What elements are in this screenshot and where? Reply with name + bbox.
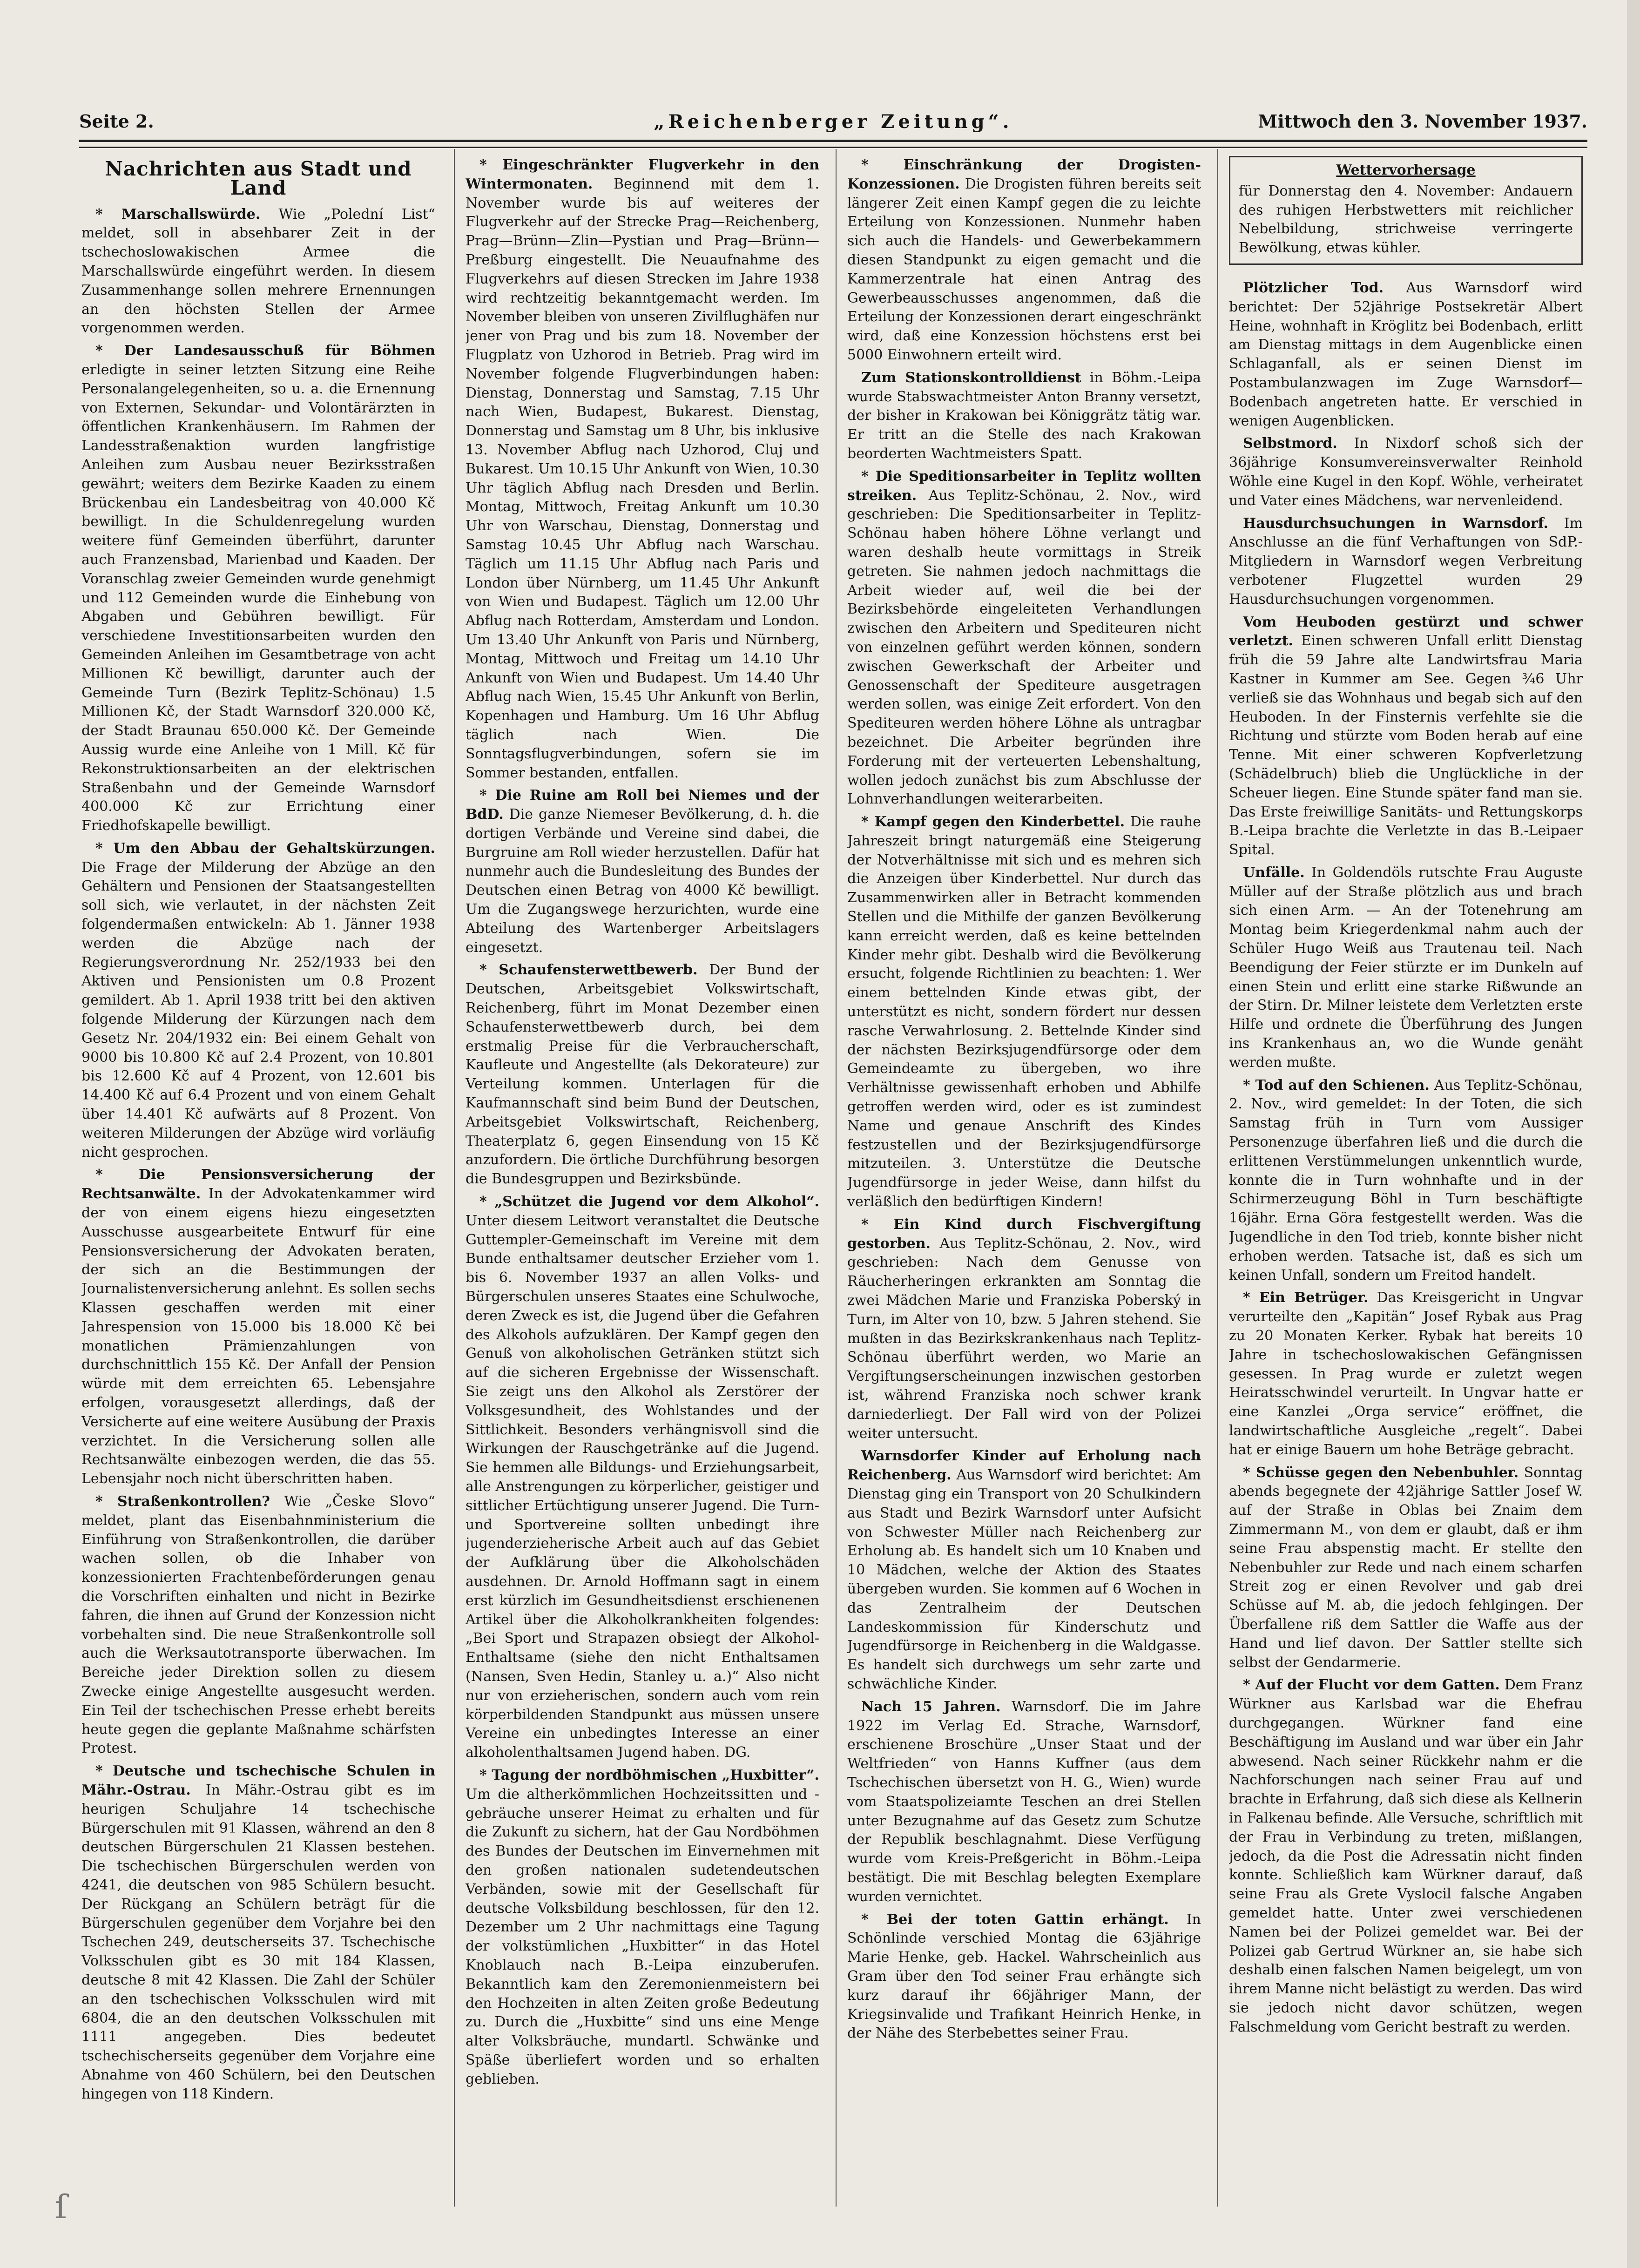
news-item-headline: * Marschallswürde. — [95, 206, 261, 223]
news-item — [847, 156, 1201, 365]
news-item — [847, 1215, 1201, 1444]
news-item-headline: * Die Pensionsversicherung der Rechtsanwälte. — [81, 1167, 435, 1202]
column-1 — [81, 156, 435, 2204]
news-item-text: Die Drogisten führen bereits seit längerer Zeit einen Kampf gegen die zu leichte Erteilung von Konzessionen. Nunmehr haben sich auch die Handels- und Gewerbekammern diesen Standpunkt zu eigen gemacht und die Kammerzentrale hat einen Antrag des Gewerbeausschusses angenommen, daß die Erteilung der Konzessionen derart eingeschränkt wird, daß eine Konzession höchstens erst bei 5000 Einwohnern erteilt wird. — [847, 176, 1201, 363]
news-item-text: Die ganze Niemeser Bevölkerung, d. h. die dortigen Verbände und Vereine sind dabei, die Burgruine am Roll wieder herzustellen. Dafür hat nunmehr auch die Bundesleitung des Bundes der Deutschen einen Betrag von 4000 Kč bewilligt. Um die Zugangswege herzurichten, wurde eine Abteilung des Wartenberger Arbeitslagers eingesetzt. — [466, 806, 819, 956]
news-item — [466, 156, 819, 783]
news-item-text: Die rauhe Jahreszeit bringt naturgemäß eine Steigerung der Notverhältnisse mit sich und es mehren sich die Anzeigen über Kinderbettel. Nur durch das Zusammenwirken aller in Betracht kommenden Stellen und die Mithilfe der ganzen Bevölkerung kann erreicht werden, daß es keine bettelnden Kinder mehr gibt. Deshalb wird die Bevölkerung ersucht, folgende Richtlinien zu beachten: 1. Wer einem bettelnden Kinde etwas gibt, der unterstützt es nicht, sondern fördert nur dessen rasche Verwahrlosung. 2. Bettelnde Kinder sind der nächsten Bezirksjugendfürsorge oder dem Gemeindeamte zu übergeben, wo ihre Verhältnisse gewissenhaft erhoben und Abhilfe getroffen werden wird, oder es ist zumindest Name und genaue Anschrift des Kindes festzustellen und der Bezirksjugendfürsorge mitzuteilen. 3. Unterstütze die Deutsche Jugendfürsorge in jeder Weise, dann hilfst du verläßlich den bedürftigen Kindern! — [847, 814, 1201, 1210]
news-item — [466, 1766, 819, 2089]
news-item-text: Die Frage der Milderung der Abzüge an den Gehältern und Pensionen der Staatsangestellten soll sich, wie verlautet, in der nächsten Zeit folgendermaßen entwickeln: Ab 1. Jänner 1938 werden die Abzüge nach der Regierungsverordnung Nr. 252/1933 bei den Aktiven und Pensionisten um 0.8 Prozent gemildert. Ab 1. April 1938 tritt bei den aktiven folgende Milderung der Kürzungen nach dem Gesetz Nr. 204/1932 ein: Bei einem Gehalt von 9000 bis 10.800 Kč auf 2.4 Prozent, von 10.801 bis 12.600 Kč auf 4 Prozent, von 12.601 bis 14.400 Kč auf 6.4 Prozent und von einem Gehalt über 14.401 Kč aufwärts auf 8 Prozent. Von weiteren Milderungen der Abzüge wird vorläufig nicht gesprochen. — [81, 859, 435, 1161]
news-item — [847, 467, 1201, 809]
news-item-headline: * Schaufensterwettbewerb. — [479, 962, 698, 979]
news-item-text: Aus Warnsdorf wird berichtet: Der 52jährige Postsekretär Albert Heine, wohnhaft in Kröglitz bei Bodenbach, erlitt am Dienstag mittags in dem Augenblicke einen Schlaganfall, als er seinen Dienst im Postambulanzwagen im Zuge Warnsdorf—Bodenbach angetreten hatte. Er verschied in wenigen Augenblicken. — [1229, 279, 1583, 429]
news-item-headline: Plötzlicher Tod. — [1243, 279, 1384, 296]
news-item-text: Dem Franz Würkner aus Karlsbad war die Ehefrau durchgegangen. Würkner fand eine Beschäftigung im Ausland und war über ein Jahr abwesend. Nach seiner Rückkehr nahm er die Nachforschungen nach seiner Frau auf und brachte in Erfahrung, daß sich diese als Kellnerin in Falkenau befinde. Alle Versuche, schriftlich mit der Frau in Verbindung zu treten, mißlangen, jedoch, da die Post die Adressatin nicht finden konnte. Schließlich kam Würkner darauf, daß seine Frau als Grete Vyslocil falsche Angaben gemeldet hatte. Unter zwei verschiedenen Namen bei der Polizei gemeldet war. Bei der Polizei gab Gertrud Würkner an, sie habe sich deshalb einen falschen Namen beigelegt, um von ihrem Manne nicht belästigt zu werden. Das wird sie jedoch nicht davor schützen, wegen Falschmeldung vom Gericht bestraft zu werden. — [1229, 1677, 1583, 2035]
news-item-text: Warnsdorf. Die im Jahre 1922 im Verlag Ed. Strache, Warnsdorf, erschienene Broschüre „Unser Staat und der Weltfrieden“ von Hanns Kuffner (aus dem Tschechischen übersetzt von H. G., Wien) wurde vom Staatspolizeiamte Teschen an drei Stellen unter Bezugnahme auf das Gesetz zum Schutze der Republik beschlagnahmt. Diese Verfügung wurde vom Kreis-Preßgericht in Böhm.-Leipa bestätigt. Die mit Beschlag belegten Exemplare wurden vernichtet. — [847, 1698, 1201, 1905]
news-item-headline: * Um den Abbau der Gehaltskürzungen. — [95, 840, 435, 857]
page-header — [79, 111, 1587, 139]
news-item-headline: * Der Landesausschuß für Böhmen — [95, 343, 435, 359]
news-item-text: Sonntag abends begegnete der 42jährige Sattler Josef W. auf der Straße in Oblas bei Znaim dem Zimmermann M., von dem er glaubt, daß er ihm seine Frau abspenstig macht. Er stellte den Nebenbuhler zur Rede und nach einem scharfen Streit zog er einen Revolver und gab drei Schüsse auf M. ab, die jedoch fehlgingen. Der Überfallene riß dem Sattler die Waffe aus der Hand und lief davon. Der Sattler stellte sich selbst der Gendarmerie. — [1229, 1464, 1583, 1671]
news-item-text: Wie „Česke Slovo“ meldet, plant das Eisenbahnministerium die Einführung von Straßenkontrollen, die darüber wachen sollen, ob die Inhaber von konzessionierten Frachtenbeförderungen genau die Vorschriften einhalten und nicht in Bezirke fahren, die ihnen auf Grund der Konzession nicht vorbehalten sind. Die neue Straßenkontrolle soll auch die Werksautotransporte überwachen. Im Bereiche jeder Direktion sollen zu diesem Zwecke einige Angestellte ausgesucht werden. Ein Teil der tschechischen Presse erhebt bereits heute gegen die geplante Maßnahme schärfsten Protest. — [81, 1493, 435, 1757]
news-item-text: Aus Warnsdorf wird berichtet: Am Dienstag ging ein Transport von 20 Schulkindern aus Stadt und Bezirk Warnsdorf unter Aufsicht von Schwester Müller nach Reichenberg zur Erholung ab. Es handelt sich um 10 Knaben und 10 Mädchen, welche der Aktion des Staates übergeben wurden. Sie kommen auf 6 Wochen in das Zentralheim der Deutschen Landeskommission für Kinderschutz und Jugendfürsorge in Reichenberg in die Waldgasse. Es handelt sich durchwegs um sehr zarte und schwächliche Kinder. — [847, 1467, 1201, 1692]
news-item-text: Um die altherkömmlichen Hochzeitssitten und -gebräuche unserer Heimat zu erhalten und für die Zukunft zu sichern, hat der Gau Nordböhmen des Bundes der Deutschen im Einvernehmen mit den großen nationalen sudetendeutschen Verbänden, sowie mit der Gesellschaft für deutsche Volksbildung beschlossen, für den 12. Dezember um 2 Uhr nachmittags eine Tagung der volkstümlichen „Huxbitter“ in das Hotel Knoblauch nach B.-Leipa einzuberufen. Bekanntlich kam den Zeremonienmeistern bei den Hochzeiten in alten Zeiten große Bedeutung zu. Durch die „Huxbitte“ sind uns eine Menge alter Volksbräuche, mundartl. Schwänke und Späße überliefert worden und so erhalten geblieben. — [466, 1786, 819, 2087]
news-item-text: In Nixdorf schoß sich der 36jährige Konsumvereinsverwalter Reinhold Wöhle eine Kugel in den Kopf. Wöhle, verheiratet und Vater eines Mädchens, war nervenleidend. — [1229, 435, 1583, 509]
news-item-headline: Hausdurchsuchungen in Warnsdorf. — [1243, 515, 1548, 532]
news-item — [847, 1447, 1201, 1694]
news-item — [1229, 864, 1583, 1073]
news-item-headline: * Die Speditionsarbeiter in Teplitz wollten streiken. — [847, 468, 1201, 504]
news-item-headline: Unfälle. — [1243, 864, 1305, 881]
news-item-headline: Vom Heuboden gestürzt und schwer verletzt. — [1229, 614, 1583, 649]
news-item-headline: * Straßenkontrollen? — [95, 1493, 270, 1510]
newspaper-title: „Reichenberger Zeitung“. — [654, 111, 1013, 133]
column-2 — [466, 156, 819, 2204]
news-item — [847, 369, 1201, 464]
issue-date: Mittwoch den 3. November 1937. — [1258, 111, 1587, 132]
news-item-text: Das Kreisgericht in Ungvar verurteilte den „Kapitän“ Josef Rybak aus Prag zu 20 Monaten Kerker. Rybak hat bereits 10 Jahre in tschechoslowakischen Gefängnissen gesessen. In Prag wurde er zuletzt wegen Heiratsschwindel verurteilt. In Ungvar hatte er eine Kanzlei „Orga service“ eröffnet, die landwirtschaftliche Ausgleiche „regelt“. Dabei hat er einige Bauern um hohe Beträge gebracht. — [1229, 1289, 1583, 1458]
news-item-text: In Goldendöls rutschte Frau Auguste Müller auf der Straße plötzlich aus und brach sich einen Arm. — An der Totenehrung am Montag beim Kriegerdenkmal nahm auch der Schüler Hugo Weiß aus Trautenau teil. Nach Beendigung der Feier stürzte er im Dunkeln auf einen Stein und erlitt eine starke Rißwunde an der Stirn. Dr. Milner leistete dem Verletzten erste Hilfe und ordnete die Überführung des Jungen ins Krankenhaus an, wo die Wunde genäht werden mußte. — [1229, 864, 1583, 1071]
column-divider — [836, 149, 837, 2207]
news-item-headline: * Kampf gegen den Kinderbettel. — [861, 814, 1125, 830]
weather-forecast-box — [1229, 156, 1583, 265]
news-item — [1229, 434, 1583, 510]
weather-forecast-text: für Donnerstag den 4. November: Andauern des ruhigen Herbstwetters mit reichlicher Nebelbildung, strichweise verringerte Bewölkung, etwas kühler. — [1239, 182, 1573, 256]
news-item-text: In Schönlinde verschied Montag die 63jährige Marie Henke, geb. Hackel. Wahrscheinlich aus Gram über den Tod seiner Frau erhängte sich kurz darauf ihr 66jähriger Mann, der Kriegsinvalide und Trafikant Heinrich Henke, in der Nähe des Sterbebettes seiner Frau. — [847, 1911, 1201, 2042]
news-item — [1229, 279, 1583, 431]
section-title: Nachrichten aus Stadt und Land — [105, 157, 412, 199]
weather-forecast-title: Wettervorhersage — [1336, 162, 1476, 178]
news-item-text: in Böhm.-Leipa wurde Stabswachtmeister Anton Branny versetzt, der bisher in Krakowan bei Königgrätz tätig war. Er tritt an die Stelle des nach Krakowan beorderten Wachtmeisters Spatt. — [847, 369, 1201, 462]
page-edge — [1627, 0, 1640, 2268]
news-item-headline: * „Schützet die Jugend vor dem Alkohol“. — [479, 1194, 819, 1210]
news-item-text: Aus Teplitz-Schönau, 2. Nov., wird geschrieben: Nach dem Genusse von Räucherheringen erkrankten am Sonntag die zwei Mädchen Marie und Franziska Poberský in Turn, im Alter von 10, bzw. 5 Jahren stehend. Sie mußten in das Bezirkskrankenhaus nach Teplitz-Schönau überführt werden, wo Marie an Vergiftungserscheinungen inzwischen gestorben ist, während Franziska noch schwer krank darniederliegt. Der Fall wird von der Polizei weiter untersucht. — [847, 1235, 1201, 1442]
news-item-headline: * Einschränkung der Drogisten-Konzessionen. — [847, 157, 1201, 192]
news-item-headline: * Ein Betrüger. — [1243, 1289, 1369, 1306]
news-item-headline: * Ein Kind durch Fischvergiftung gestorben. — [847, 1216, 1201, 1252]
news-item — [81, 205, 435, 338]
column-3 — [847, 156, 1201, 2204]
news-item-text: Beginnend mit dem 1. November wurde bis auf weiteres der Flugverkehr auf der Strecke Prag—Reichenberg, Prag—Brünn—Zlin—Pystian und Prag—Brünn—Preßburg eingestellt. Die Neuaufnahme des Flugverkehrs auf diesen Strecken im Jahre 1938 wird rechtzeitig bekanntgemacht werden. Im November bleiben von unseren Zivilflughäfen nur jener von Prag und bis zum 18. November der Flugplatz von Uzhorod in Betrieb. Prag wird im November folgende Flugverbindungen haben: Dienstag, Donnerstag und Samstag, 7.15 Uhr nach Wien, Budapest, Bukarest. Dienstag, Donnerstag und Samstag um 8 Uhr, bis inklusive 13. November Abflug nach Uzhorod, Cluj und Bukarest. Um 10.15 Uhr Ankunft von Wien, 10.30 Uhr täglich Abflug nach Dresden und Berlin. Montag, Mittwoch, Freitag Ankunft um 10.30 Uhr von Warschau, Dienstag, Donnerstag und Samstag 10.45 Uhr Abflug nach Warschau. Täglich um 11.15 Uhr Abflug nach Paris und London über Nürnberg, um 11.45 Uhr Ankunft von Wien und Budapest. Täglich um 12.00 Uhr Abflug nach Rotterdam, Amsterdam und London. Um 13.40 Uhr Ankunft von Paris und Nürnberg, Montag, Mittwoch und Freitag um 14.10 Uhr Ankunft von Wien und Budapest. Um 14.40 Uhr Abflug nach Wien, 15.45 Uhr Ankunft von Berlin, Kopenhagen und Hamburg. Um 16 Uhr Abflug täglich nach Wien. Die Sonntagsflugverbindungen, sofern sie im Sommer bestanden, entfallen. — [466, 176, 819, 781]
news-item — [81, 839, 435, 1162]
news-item — [847, 813, 1201, 1212]
news-item-headline: * Bei der toten Gattin erhängt. — [861, 1911, 1169, 1928]
news-item-text: Aus Teplitz-Schönau, 2. Nov., wird geschrieben: Die Speditionsarbeiter in Teplitz-Schönau haben höhere Löhne verlangt und waren deshalb heute vormittags in Streik getreten. Sie nahmen jedoch nachmittags die Arbeit wieder auf, weil die bei der Bezirksbehörde eingeleiteten Verhandlungen zwischen den Arbeitern und Spediteuren nicht von einzelnen geführt werden können, sondern zwischen Gewerkschaft der Arbeiter und Genossenschaft der Spediteure ausgetragen werden sollen, was einige Zeit erfordert. Von den Spediteuren werden höhere Löhne als untragbar bezeichnet. Die Arbeiter begründen ihre Forderung mit der verteuerten Lebenshaltung, wollen jedoch zunächst bis zum Abschlusse der Lohnverhandlungen weiterarbeiten. — [847, 487, 1201, 808]
news-item-text: erledigte in seiner letzten Sitzung eine Reihe Personalangelegenheiten, so u. a. die Ernennung von Externen, Sekundar- und Volontärärzten in öffentlichen Krankenhäusern. Im Rahmen der Landesstraßenaktion wurden langfristige Anleihen zum Ausbau neuer Bezirksstraßen gewährt; weiters dem Bezirke Kaaden zu einem Brückenbau ein Landesbeitrag von 40.000 Kč bewilligt. In die Schuldenregelung wurden weitere fünf Gemeinden überführt, darunter auch Franzensbad, Marienbad und Kaaden. Der Voranschlag zweier Gemeinden wurde genehmigt und 112 Gemeinden wurde die Einhebung von Abgaben und Gebühren bewilligt. Für verschiedene Investitionsarbeiten wurden den Gemeinden Anleihen im Gesamtbetrage von acht Millionen Kč bewilligt, darunter auch der Gemeinde Turn (Bezirk Teplitz-Schönau) 1.5 Millionen Kč, der Stadt Warnsdorf 320.000 Kč, der Stadt Braunau 650.000 Kč. Der Gemeinde Aussig wurde eine Anleihe von 1 Mill. Kč für Rekonstruktionsarbeiten an der elektrischen Straßenbahn und der Gemeinde Warnsdorf 400.000 Kč zur Errichtung einer Friedhofskapelle bewilligt. — [81, 361, 435, 834]
news-item — [847, 1698, 1201, 1907]
page-number: Seite 2. — [79, 111, 154, 132]
news-item-headline: * Schüsse gegen den Nebenbuhler. — [1243, 1464, 1519, 1481]
news-item-headline: * Deutsche und tschechische Schulen in Mähr.-Ostrau. — [81, 1763, 435, 1798]
news-item — [81, 342, 435, 836]
news-item — [466, 1193, 819, 1762]
margin-pencil-mark: ſ — [55, 2188, 67, 2226]
news-item — [81, 1166, 435, 1489]
news-item — [1229, 1076, 1583, 1285]
news-item-text: Einen schweren Unfall erlitt Dienstag früh die 59 Jahre alte Landwirtsfrau Maria Kastner in Kummer am See. Gegen ¾6 Uhr verließ sie das Wohnhaus und begab sich auf den Heuboden. In der Finsternis verfehlte sie die Richtung und stürzte vom Boden herab auf eine Tenne. Mit einer schweren Kopfverletzung (Schädelbruch) blieb die Unglückliche in der Scheuer liegen. Eine Stunde später fand man sie. Das Erste freiwillige Sanitäts- und Rettungskorps B.-Leipa brachte die Verletzte in das B.-Leipaer Spital. — [1229, 633, 1583, 858]
news-item-headline: Zum Stationskontrolldienst — [861, 369, 1081, 386]
news-item-headline: * Die Ruine am Roll bei Niemes und der BdD. — [466, 787, 819, 823]
news-item-text: Der Bund der Deutschen, Arbeitsgebiet Volkswirtschaft, Reichenberg, führt im Monat Dezember einen Schaufensterwettbewerb durch, bei dem erstmalig Preise für die Verbraucherschaft, Kaufleute und Angestellte (als Dekorateure) zur Verteilung kommen. Unterlagen für die Kaufmannschaft sind beim Bund der Deutschen, Arbeitsgebiet Volkswirtschaft, Reichenberg, Theaterplatz 6, gegen Einsendung von 15 Kč anzufordern. Die örtliche Durchführung besorgen die Bundesgruppen und Bezirksbünde. — [466, 962, 819, 1188]
header-rule — [79, 140, 1587, 148]
news-item-text: In Mähr.-Ostrau gibt es im heurigen Schuljahre 14 tschechische Bürgerschulen mit 91 Klassen, während an den 8 deutschen Bürgerschulen 21 Klassen bestehen. Die tschechischen Bürgerschulen werden von 4241, die deutschen von 985 Schülern besucht. Der Rückgang an Schülern beträgt für die Bürgerschulen gegenüber dem Vorjahre bei den Tschechen 249, deutscherseits 37. Tschechische Volksschulen gibt es 30 mit 184 Klassen, deutsche 8 mit 42 Klassen. Die Zahl der Schüler an den tschechischen Volksschulen wird mit 6804, die an den deutschen Volksschulen mit 1111 angegeben. Dies bedeutet tschechischerseits gegenüber dem Vorjahre eine Abnahme von 460 Schülern, bei den Deutschen hingegen von 118 Kindern. — [81, 1782, 435, 2102]
column-divider — [1217, 149, 1218, 2207]
news-item-headline: Selbstmord. — [1243, 435, 1337, 452]
news-item-headline: Nach 15 Jahren. — [861, 1698, 1001, 1715]
column-4 — [1229, 156, 1583, 2204]
news-item — [1229, 613, 1583, 860]
news-item — [1229, 514, 1583, 609]
news-item — [847, 1910, 1201, 2044]
news-item-headline: * Tagung der nordböhmischen „Huxbitter“. — [479, 1767, 819, 1783]
column-divider — [454, 149, 455, 2207]
news-item — [466, 786, 819, 957]
news-item-text: Aus Teplitz-Schönau, 2. Nov., wird gemeldet: In der Toten, die sich Samstag früh in Turn vom Aussiger Personenzuge überfahren ließ und die durch die erlittenen Verstümmelungen unkenntlich wurde, konnte die in Turn wohnhafte und in der Schirmerzeugung Böhl in Turn beschäftigte 16jähr. Erna Göra festgestellt werden. Was die Jugendliche in den Tod trieb, konnte bisher nicht erhoben werden. Tatsache ist, daß es sich um keinen Unfall, sondern um Freitod handelt. — [1229, 1077, 1583, 1283]
news-item — [81, 1762, 435, 2104]
news-item-text: Wie „Polední List“ meldet, soll in absehbarer Zeit in der tschechoslowakischen Armee die Marschallswürde eingeführt werden. In diesem Zusammenhange sollen mehrere Ernennungen an den höchsten Stellen der Armee vorgenommen werden. — [81, 206, 435, 337]
news-item-text: Unter diesem Leitwort veranstaltet die Deutsche Guttempler-Gemeinschaft im Vereine mit dem Bunde enthaltsamer deutscher Erzieher vom 1. bis 6. November 1937 an allen Volks- und Bürgerschulen unseres Staates eine Schulwoche, deren Zweck es ist, die Jugend über die Gefahren des Alkohols aufzuklären. Der Kampf gegen den Genuß von alkoholischen Getränken stützt sich auf die sicheren Ergebnisse der Wissenschaft. Sie zeigt uns den Alkohol als Zerstörer der Volksgesundheit, des Wohlstandes und der Sittlichkeit. Besonders verhängnisvoll sind die Wirkungen der Rauschgetränke auf die Jugend. Sie hemmen alle Bildungs- und Erziehungsarbeit, alle Anstrengungen zu körperlicher, geistiger und sittlicher Ertüchtigung unserer Jugend. Die Turn- und Sportvereine sollten unbedingt ihre jugenderzieherische Arbeit auch auf das Gebiet der Aufklärung über die Alkoholschäden ausdehnen. Dr. Arnold Hoffmann sagt in einem erst kürzlich im Gesundheitsdienst erschienenen Artikel über die Alkoholkrankheiten folgendes: „Bei Sport und Strapazen obsiegt der Alkohol-Enthaltsame (siehe den nicht Enthaltsamen (Nansen, Sven Hedin, Stanley u. a.)“ Also nicht nur von erzieherischen, sondern auch vom rein körperbildenden Standpunkt aus müssen unsere Vereine ein unbedingtes Interesse an einer alkoholenthaltsamen Jugend haben. DG. — [466, 1212, 819, 1761]
news-item — [1229, 1464, 1583, 1673]
news-item — [466, 961, 819, 1189]
news-item-headline: Warnsdorfer Kinder auf Erholung nach Reichenberg. — [847, 1448, 1201, 1484]
news-item-headline: * Eingeschränkter Flugverkehr in den Wintermonaten. — [466, 157, 819, 192]
news-item-text: Im Anschlusse an die fünf Verhaftungen von SdP.-Mitgliedern in Warnsdorf wegen Verbreitung verbotener Flugzettel wurden 29 Hausdurchsuchungen vorgenommen. — [1229, 515, 1583, 608]
news-item-text: In der Advokatenkammer wird der von einem eigens hiezu eingesetzten Ausschusse ausgearbeitete Entwurf für eine Pensionsversicherung der Advokaten beraten, der sich an die Bestimmungen der Journalistenversicherung anlehnt. Es sollen sechs Klassen geschaffen werden mit einer Jahrespension von 15.000 bis 18.000 Kč bei monatlichen Prämienzahlungen von durchschnittlich 155 Kč. Der Anfall der Pension würde mit dem erreichten 65. Lebensjahre erfolgen, vorausgesetzt allerdings, daß der Versicherte auf eine weitere Ausübung der Praxis verzichtet. In die Versicherung sollen alle Rechtsanwälte einbezogen werden, die das 55. Lebensjahr noch nicht überschritten haben. — [81, 1186, 435, 1487]
news-item — [81, 1492, 435, 1758]
news-item — [1229, 1676, 1583, 2037]
news-item — [1229, 1289, 1583, 1459]
news-item-headline: * Auf der Flucht vor dem Gatten. — [1243, 1677, 1500, 1694]
news-item-headline: * Tod auf den Schienen. — [1243, 1077, 1430, 1094]
